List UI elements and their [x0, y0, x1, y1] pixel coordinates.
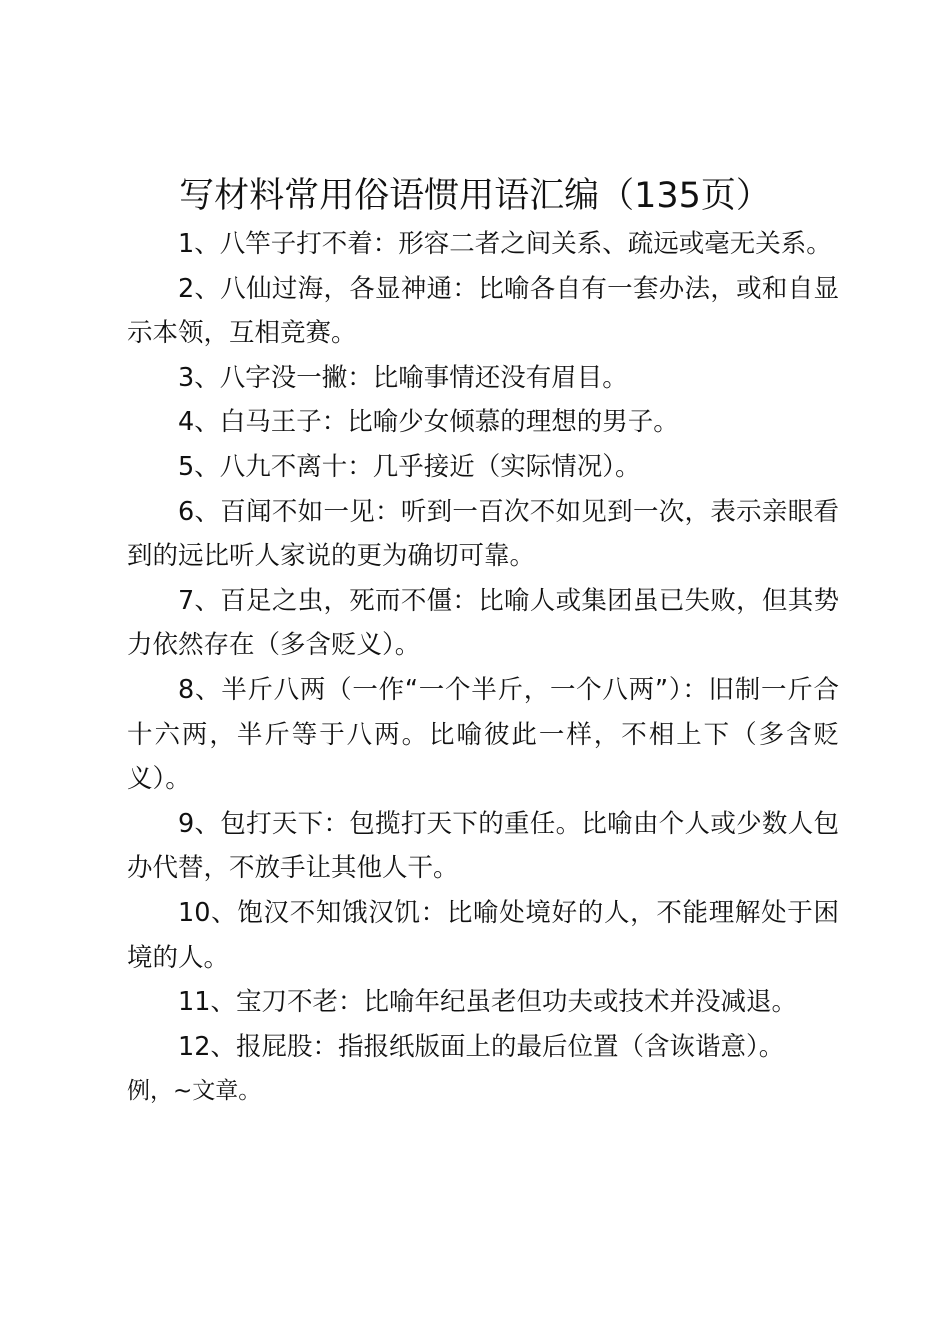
- paragraph-1: 1、八竿子打不着：形容二者之间关系、疏远或毫无关系。: [178, 229, 832, 259]
- paragraph-8: 8、半斤八两（一作“一个半斤，一个八两”）：旧制一斤合十六两，半斤等于八两。比喻彼此一样，不相上下（多含贬义）。: [127, 674, 839, 795]
- document-body: [127, 222, 839, 1114]
- paragraph-6: 6、百闻不如一见：听到一百次不如见到一次，表示亲眼看到的远比听人家说的更为确切可靠。: [127, 496, 839, 572]
- paragraph-3: 3、八字没一撇：比喻事情还没有眉目。: [178, 362, 628, 393]
- paragraph-2: 2、八仙过海，各显神通：比喻各自有一套办法，或和自显示本领，互相竞赛。: [127, 273, 839, 349]
- paragraph-10: 10、饱汉不知饿汉饥：比喻处境好的人，不能理解处于困境的人。: [127, 897, 839, 973]
- paragraph-7: 7、百足之虫，死而不僵：比喻人或集团虽已失败，但其势力依然存在（多含贬义）。: [127, 585, 839, 661]
- paragraph-11: 11、宝刀不老：比喻年纪虽老但功夫或技术并没减退。: [178, 987, 797, 1018]
- paragraph-4: 4、白马王子：比喻少女倾慕的理想的男子。: [178, 407, 679, 438]
- document-title: 写材料常用俗语惯用语汇编（135页）: [179, 176, 771, 216]
- paragraph-9: 9、包打天下：包揽打天下的重任。比喻由个人或少数人包办代替，不放手让其他人干。: [127, 808, 839, 884]
- example-line: 例，~文章。: [127, 1078, 262, 1105]
- paragraph-5: 5、八九不离十：几乎接近（实际情况）。: [178, 451, 641, 482]
- paragraph-12: 12、报屁股：指报纸版面上的最后位置（含诙谐意）。: [178, 1031, 785, 1062]
